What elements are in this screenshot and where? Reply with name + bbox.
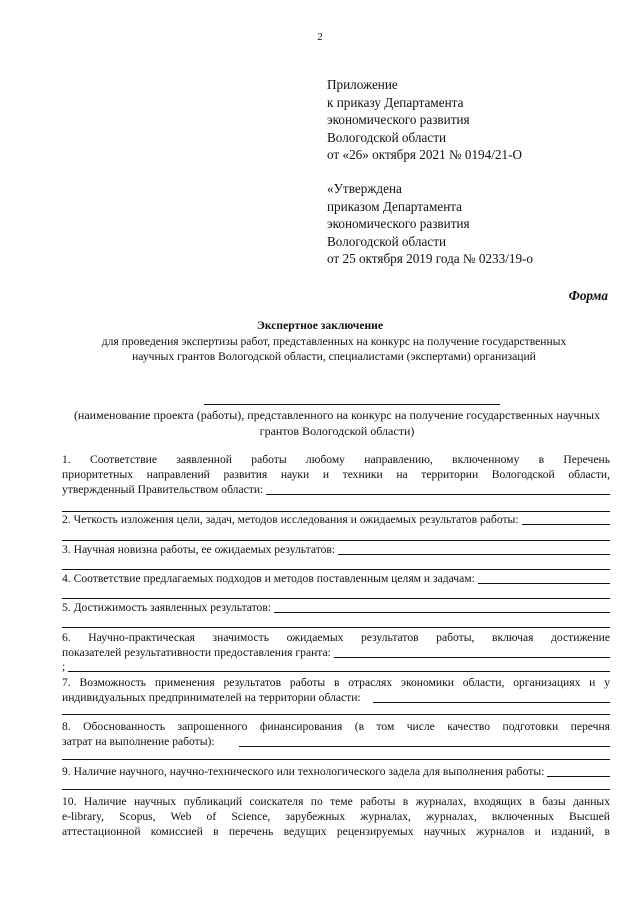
answer-field-8[interactable]: [239, 736, 610, 747]
item-6-terminator: ;: [62, 660, 66, 673]
item-7-text: индивидуальных предпринимателей на территории области:: [62, 691, 361, 704]
form-label: Форма: [568, 288, 608, 303]
answer-field-6b[interactable]: [68, 661, 610, 672]
item-8-line-2: [62, 734, 610, 749]
page-number: 2: [317, 31, 323, 43]
answer-rule-8[interactable]: [62, 759, 610, 760]
item-6-line-3: [62, 659, 610, 674]
attachment-block: [327, 76, 522, 164]
item-5-text: 5. Достижимость заявленных результатов:: [62, 601, 272, 614]
item-7-line-1: 7. Возможность применения результатов работы в отраслях экономики области, организациях и у: [62, 676, 610, 689]
item-3-text: 3. Научная новизна работы, ее ожидаемых результатов:: [62, 543, 336, 556]
answer-rule-9[interactable]: [62, 789, 610, 790]
item-8-text: затрат на выполнение работы):: [62, 735, 215, 748]
answer-rule-3[interactable]: [62, 569, 610, 570]
project-name-caption: (наименование проекта (работы), представленного на конкурс на получение государственных научных грантов Вологодской области): [73, 408, 601, 438]
answer-field-6[interactable]: [334, 647, 610, 658]
item-2-text: 2. Четкость изложения цели, задач, методов исследования и ожидаемых результатов работы:: [62, 513, 519, 526]
item-1-line-1: 1. Соответствие заявленной работы любому направлению, включенному в Перечень: [62, 453, 610, 466]
document-title: Экспертное заключение: [257, 319, 383, 332]
approval-line: от 25 октября 2019 года № 0233/19-о: [327, 251, 534, 266]
project-name-line: [204, 404, 500, 405]
item-4-text: 4. Соответствие предлагаемых подходов и методов поставленным целям и задачам:: [62, 572, 475, 585]
attachment-line: к приказу Департамента: [327, 94, 464, 110]
item-10-line-2: e-library, Scopus, Web of Science, зарубежных журналах, журналах, включенных Высшей: [62, 810, 610, 823]
item-10-line-3: аттестационной комиссией в перечень ведущих рецензируемых научных журналов и изданий, в: [62, 825, 610, 838]
answer-rule-2[interactable]: [62, 540, 610, 541]
attachment-line: от «26» октября 2021 № 0194/21-О: [327, 147, 522, 162]
attachment-line: экономического развития: [327, 112, 470, 127]
item-2-line: [62, 512, 610, 527]
approval-line: «Утверждена: [327, 181, 402, 196]
document-subtitle: для проведения экспертизы работ, представленных на конкурс на получение государственных научных грантов Вологодской области, специалистами (экспертами) организаций: [101, 335, 567, 363]
approval-block: [327, 180, 533, 268]
answer-field-4[interactable]: [478, 573, 610, 584]
item-1-text: утвержденный Правительством области:: [62, 483, 264, 496]
item-1-line-3: [62, 482, 610, 497]
item-4-line: [62, 571, 610, 586]
answer-field-3[interactable]: [338, 544, 610, 555]
answer-rule-4[interactable]: [62, 598, 610, 599]
answer-rule-5[interactable]: [62, 627, 610, 628]
approval-line: экономического развития: [327, 216, 470, 231]
attachment-line: Приложение: [327, 77, 398, 92]
item-3-line: [62, 542, 610, 557]
approval-line: Вологодской области: [327, 233, 447, 249]
approval-line: приказом Департамента: [327, 198, 463, 214]
item-6-line-1: 6. Научно-практическая значимость ожидаемых результатов работы, включая достижение: [62, 631, 610, 644]
item-1-line-2: приоритетных направлений развития науки и техники на территории Вологодской области,: [62, 468, 610, 481]
item-5-line: [62, 600, 610, 615]
answer-rule-7[interactable]: [62, 714, 610, 715]
item-7-line-2: [62, 690, 610, 705]
item-6-text: показателей результативности предоставления гранта:: [62, 646, 331, 659]
attachment-line: Вологодской области: [327, 129, 447, 145]
answer-field-5[interactable]: [274, 602, 610, 613]
answer-field-1[interactable]: [266, 484, 610, 495]
item-10-line-1: 10. Наличие научных публикаций соискателя по теме работы в журналах, входящих в базы данных: [62, 795, 610, 808]
item-9-text: 9. Наличие научного, научно-технического или технологического задела для выполнения работы:: [62, 765, 545, 778]
answer-field-7[interactable]: [373, 692, 610, 703]
item-8-line-1: 8. Обоснованность запрошенного финансирования (в том числе качество подготовки перечня: [62, 720, 610, 733]
item-9-line: [62, 764, 610, 779]
answer-field-2[interactable]: [522, 514, 610, 525]
answer-field-9[interactable]: [547, 766, 610, 777]
item-6-line-2: [62, 645, 610, 660]
